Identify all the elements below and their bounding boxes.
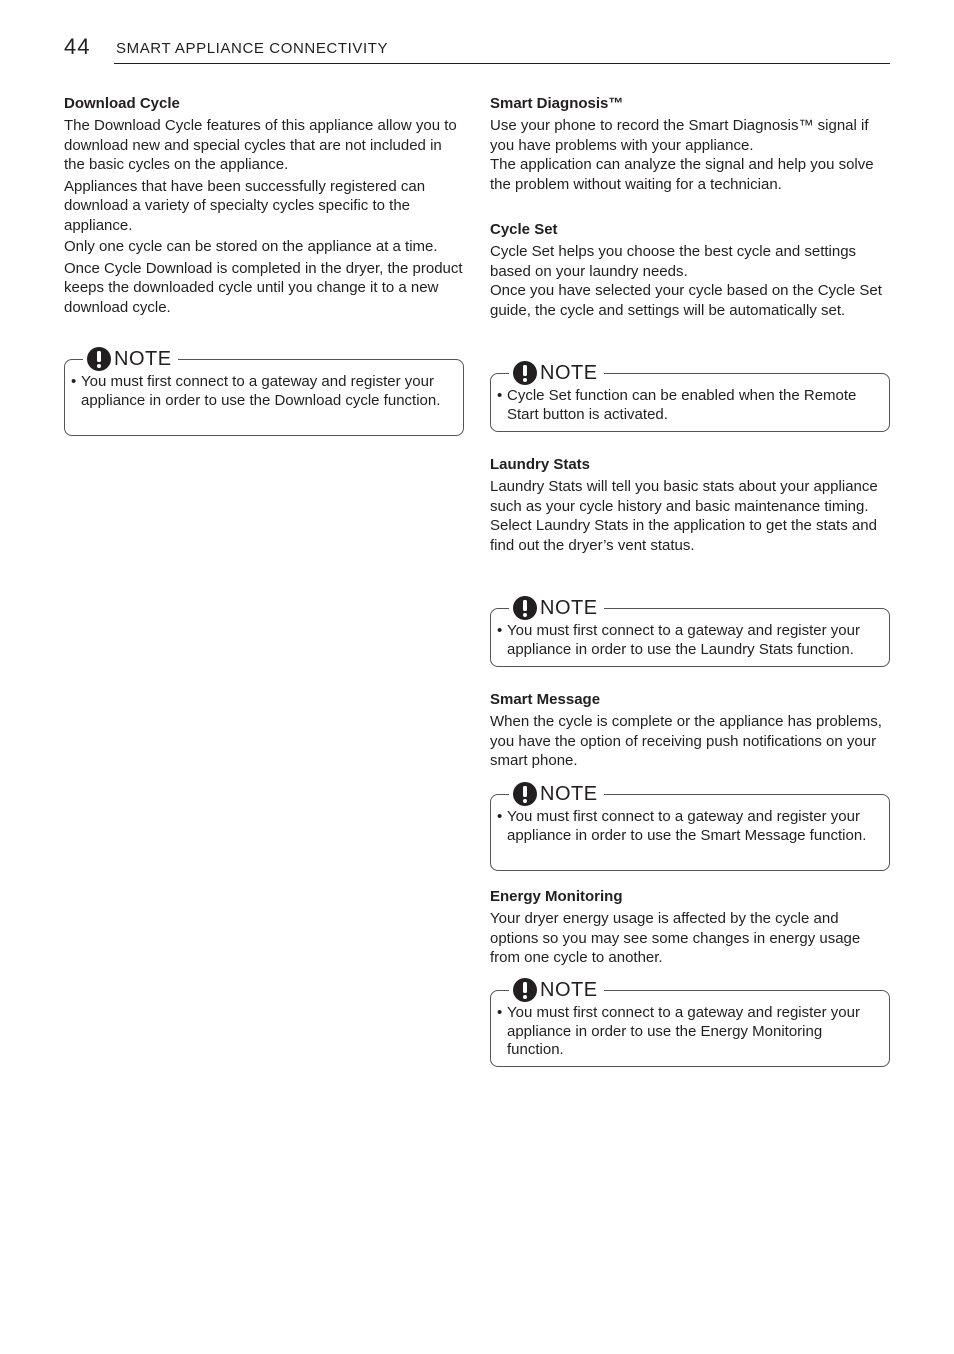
bullet: • bbox=[497, 1004, 503, 1021]
section-title: SMART APPLIANCE CONNECTIVITY bbox=[116, 40, 389, 57]
warning-icon bbox=[513, 782, 537, 806]
smart-message-para-1: When the cycle is complete or the appliance has problems, you have the option of receiving push notifications on your smart phone. bbox=[490, 713, 882, 769]
laundry-stats-para-1: Laundry Stats will tell you basic stats about your appliance such as your cycle history and basic maintenance timing. bbox=[490, 478, 878, 515]
download-cycle-heading: Download Cycle bbox=[64, 95, 180, 112]
note-text: You must first connect to a gateway and register your appliance in order to use the Smart Message function. bbox=[507, 808, 867, 844]
note-text: You must first connect to a gateway and register your appliance in order to use the Laundry Stats function. bbox=[507, 622, 860, 658]
note-word: NOTE bbox=[114, 348, 172, 370]
smart-diagnosis-section bbox=[490, 94, 890, 194]
smart-message-note bbox=[490, 783, 890, 871]
cycle-set-heading: Cycle Set bbox=[490, 221, 558, 238]
warning-icon bbox=[513, 361, 537, 385]
smart-diagnosis-heading: Smart Diagnosis™ bbox=[490, 95, 624, 112]
download-cycle-para-3: Only one cycle can be stored on the appliance at a time. bbox=[64, 238, 438, 255]
cycle-set-para-1: Cycle Set helps you choose the best cycle and settings based on your laundry needs. bbox=[490, 243, 857, 280]
download-cycle-para-2: Appliances that have been successfully registered can download a variety of specialty cycles specific to the appliance. bbox=[64, 177, 426, 234]
note-word: NOTE bbox=[540, 597, 598, 619]
note-word: NOTE bbox=[540, 979, 598, 1001]
laundry-stats-section bbox=[490, 455, 890, 555]
note-text: You must first connect to a gateway and register your appliance in order to use the Download cycle function. bbox=[81, 373, 441, 409]
download-cycle-note bbox=[64, 348, 464, 436]
header-rule bbox=[114, 63, 890, 64]
bullet: • bbox=[71, 373, 77, 390]
download-cycle-para-4: Once Cycle Download is completed in the dryer, the product keeps the downloaded cycle until you change it to a new download cycle. bbox=[64, 259, 463, 316]
page-number: 44 bbox=[64, 34, 91, 59]
energy-monitoring-heading: Energy Monitoring bbox=[490, 888, 623, 905]
download-cycle-section bbox=[64, 94, 464, 317]
energy-monitoring-note bbox=[490, 979, 890, 1067]
laundry-stats-note bbox=[490, 597, 890, 667]
energy-monitoring-para-1: Your dryer energy usage is affected by the cycle and options so you may see some changes in energy usage from one cycle to another. bbox=[490, 910, 861, 966]
laundry-stats-heading: Laundry Stats bbox=[490, 456, 591, 473]
note-label bbox=[509, 781, 604, 807]
page-header bbox=[64, 34, 890, 64]
warning-icon bbox=[513, 596, 537, 620]
smart-diagnosis-para-1: Use your phone to record the Smart Diagnosis™ signal if you have problems with your appliance. bbox=[490, 117, 869, 154]
energy-monitoring-section bbox=[490, 887, 890, 968]
warning-icon bbox=[87, 347, 111, 371]
smart-message-heading: Smart Message bbox=[490, 691, 601, 708]
cycle-set-para-2: Once you have selected your cycle based on the Cycle Set guide, the cycle and settings will be automatically set. bbox=[490, 282, 882, 319]
note-text: Cycle Set function can be enabled when the Remote Start button is activated. bbox=[507, 387, 857, 423]
cycle-set-note bbox=[490, 362, 890, 432]
warning-icon bbox=[513, 978, 537, 1002]
note-word: NOTE bbox=[540, 362, 598, 384]
note-word: NOTE bbox=[540, 783, 598, 805]
bullet: • bbox=[497, 387, 503, 404]
bullet: • bbox=[497, 808, 503, 825]
note-label bbox=[509, 360, 604, 386]
note-label bbox=[509, 595, 604, 621]
laundry-stats-para-2: Select Laundry Stats in the application to get the stats and find out the dryer’s vent status. bbox=[490, 517, 877, 554]
download-cycle-para-1: The Download Cycle features of this appliance allow you to download new and special cycles that are not included in the basic cycles on the appliance. bbox=[64, 117, 457, 173]
note-label bbox=[83, 346, 178, 372]
cycle-set-section bbox=[490, 220, 890, 320]
bullet: • bbox=[497, 622, 503, 639]
note-text: You must first connect to a gateway and register your appliance in order to use the Energy Monitoring function. bbox=[507, 1004, 860, 1058]
smart-diagnosis-para-2: The application can analyze the signal and help you solve the problem without waiting for a technician. bbox=[490, 156, 874, 193]
note-label bbox=[509, 977, 604, 1003]
smart-message-section bbox=[490, 690, 890, 771]
